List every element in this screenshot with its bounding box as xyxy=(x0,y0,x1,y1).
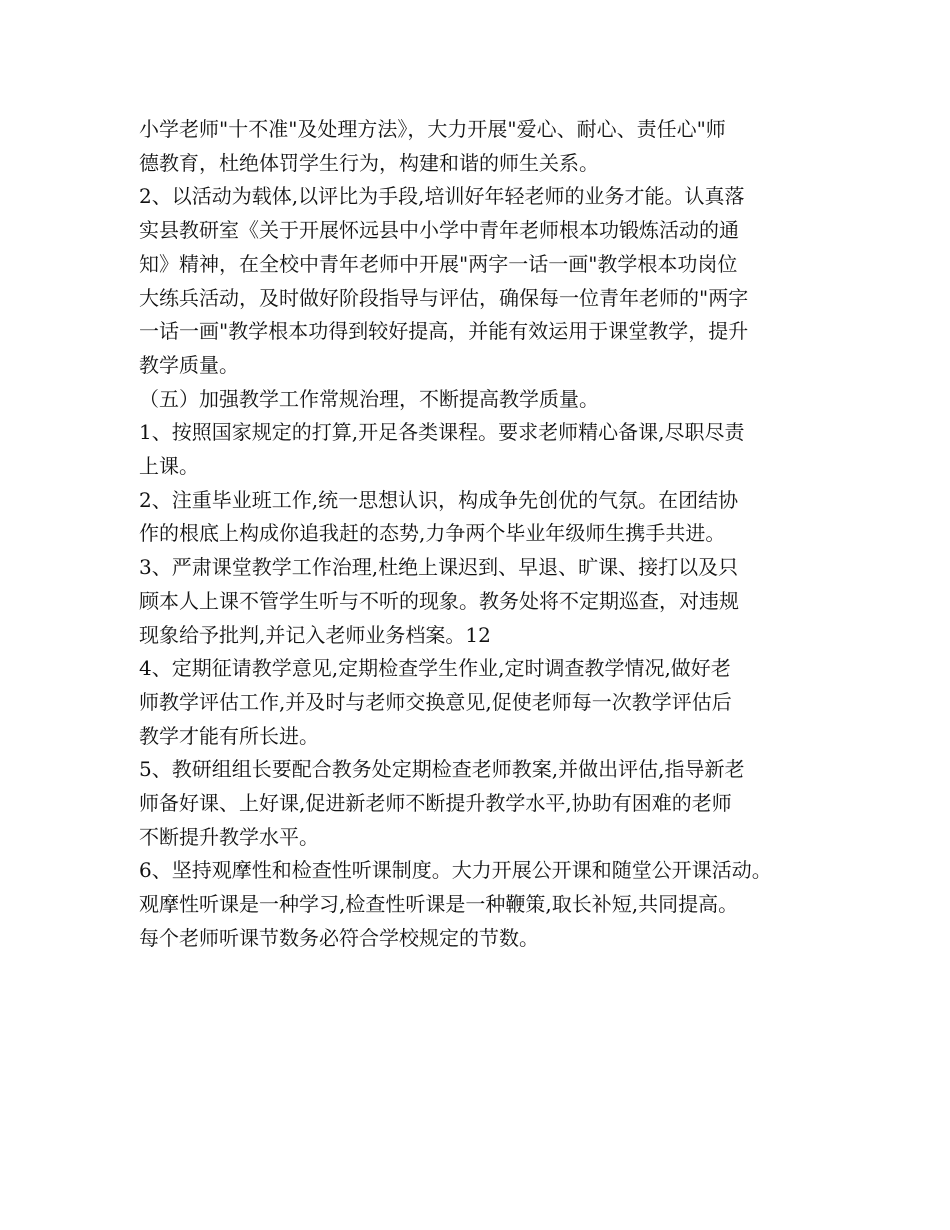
text-line: 知》精神，在全校中青年老师中开展"两字一话一画"教学根本功岗位 xyxy=(139,251,738,276)
text-line: 师教学评估工作,并及时与老师交换意见,促使老师每一次教学评估后 xyxy=(139,689,732,714)
text-line: 一话一画"教学根本功得到较好提高，并能有效运用于课堂教学，提升 xyxy=(139,319,749,344)
text-line: 上课。 xyxy=(139,454,199,479)
text-line: 作的根底上构成你追我赶的态势,力争两个毕业年级师生携手共进。 xyxy=(139,521,726,546)
text-line: 观摩性听课是一种学习,检查性听课是一种鞭策,取长补短,共同提高。 xyxy=(139,892,739,917)
section-heading-5 xyxy=(139,383,839,417)
text-line: 教学质量。 xyxy=(139,352,239,377)
text-line: 不断提升教学水平。 xyxy=(139,824,319,849)
text-line: 师备好课、上好课,促进新老师不断提升教学水平,协助有困难的老师 xyxy=(139,791,732,816)
paragraph-item-2-graduating xyxy=(139,484,839,551)
text-line: 3、严肃课堂教学工作治理,杜绝上课迟到、早退、旷课、接打以及只 xyxy=(139,555,739,580)
text-line: 1、按照国家规定的打算,开足各类课程。要求老师精心备课,尽职尽责 xyxy=(139,420,745,445)
text-line: 现象给予批判,并记入老师业务档案。12 xyxy=(139,622,491,647)
text-line: 2、以活动为载体,以评比为手段,培训好年轻老师的业务才能。认真落 xyxy=(139,184,745,209)
text-line: 6、坚持观摩性和检查性听课制度。大力开展公开课和随堂公开课活动。 xyxy=(139,858,772,883)
paragraph-item-4-feedback xyxy=(139,652,839,753)
text-line: 实县教研室《关于开展怀远县中小学中青年老师根本功锻炼活动的通 xyxy=(139,218,739,243)
paragraph-item-2-training xyxy=(139,180,839,382)
text-line: 小学老师"十不准"及处理方法》，大力开展"爱心、耐心、责任心"师 xyxy=(139,117,726,141)
text-line: （五）加强教学工作常规治理，不断提高教学质量。 xyxy=(139,386,599,411)
paragraph-item-6-observation xyxy=(139,854,839,955)
text-line: 大练兵活动，及时做好阶段指导与评估，确保每一位青年老师的"两字 xyxy=(139,285,749,310)
text-line: 4、定期征请教学意见,定期检查学生作业,定时调查教学情况,做好老 xyxy=(139,656,731,681)
text-line: 德教育，杜绝体罚学生行为，构建和谐的师生关系。 xyxy=(139,150,599,175)
paragraph-item-1-courses xyxy=(139,416,839,483)
paragraph-item-5-lesson-plans xyxy=(139,753,839,854)
text-line: 每个老师听课节数务必符合学校规定的节数。 xyxy=(139,925,539,950)
document-body xyxy=(139,113,839,956)
paragraph-teacher-ethics xyxy=(139,113,839,180)
text-line: 教学才能有所长进。 xyxy=(139,723,319,748)
text-line: 顾本人上课不管学生听与不听的现象。教务处将不定期巡查，对违规 xyxy=(139,588,739,613)
paragraph-item-3-classroom xyxy=(139,551,839,652)
text-line: 5、教研组组长要配合教务处定期检查老师教案,并做出评估,指导新老 xyxy=(139,757,745,782)
text-line: 2、注重毕业班工作,统一思想认识，构成争先创优的气氛。在团结协 xyxy=(139,487,739,512)
